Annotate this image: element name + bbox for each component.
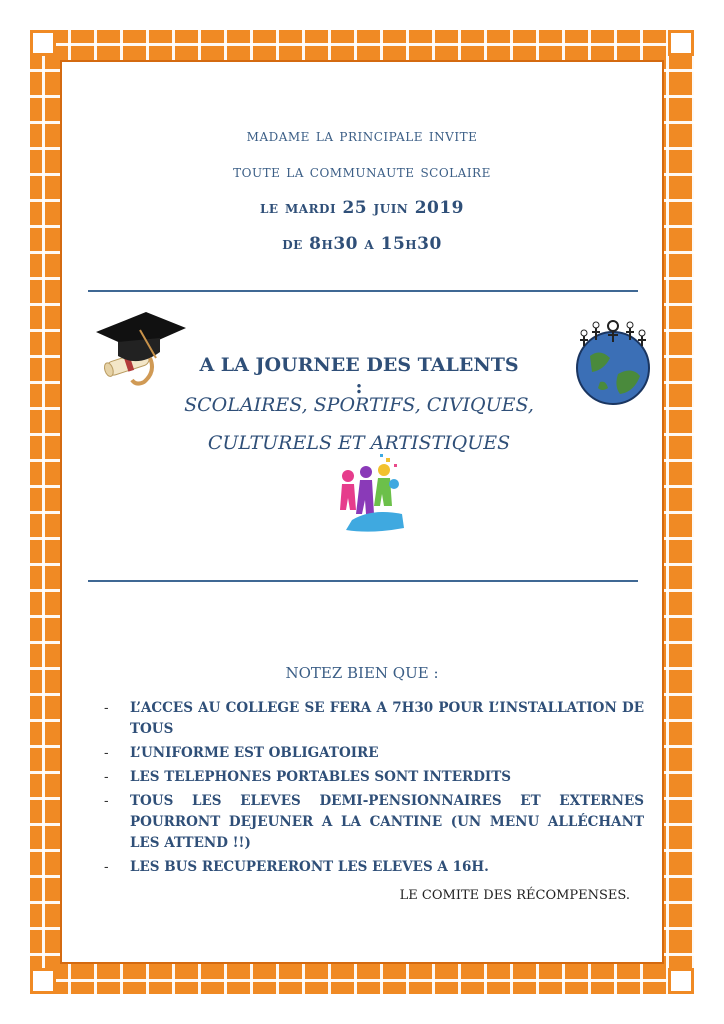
list-item-text: LES TELEPHONES PORTABLES SONT INTERDITS <box>130 769 512 785</box>
signature: LE COMITE DES RÉCOMPENSES. <box>399 888 630 903</box>
divider-top <box>88 290 638 292</box>
notes-heading: NOTEZ BIEN QUE : <box>285 664 439 682</box>
event-subtitle-1: SCOLAIRES, SPORTIFS, CIVIQUES, <box>184 394 534 416</box>
invite-line-1: madame la principale invite <box>246 126 478 146</box>
invitation-page <box>64 64 660 960</box>
border-corner <box>668 30 694 56</box>
event-date: le mardi 25 juin 2019 <box>259 198 465 218</box>
border-corner <box>668 968 694 994</box>
list-item-text: L’UNIFORME EST OBLIGATOIRE <box>130 745 379 761</box>
list-item <box>104 743 644 764</box>
notes-list <box>104 698 644 881</box>
dancers-icon <box>332 454 412 540</box>
event-hours: de 8h30 a 15h30 <box>282 234 442 254</box>
bullet-dash: - <box>104 700 109 716</box>
list-item <box>104 857 644 878</box>
list-item-text: TOUS LES ELEVES DEMI-PENSIONNAIRES ET EXTERNES POURRONT DEJEUNER A LA CANTINE (UN MENU ALLÉCHANT LES ATTEND !!) <box>130 793 644 851</box>
bullet-dash: - <box>104 859 109 875</box>
border-corner <box>30 30 56 56</box>
list-item <box>104 791 644 854</box>
divider-bottom <box>88 580 638 582</box>
list-item <box>104 698 644 740</box>
event-title: A LA JOURNEE DES TALENTS : <box>199 354 519 398</box>
list-item-text: L’ACCES AU COLLEGE SE FERA A 7H30 POUR L’INSTALLATION DE TOUS <box>130 700 644 737</box>
globe-people-icon <box>570 312 656 410</box>
list-item-text: LES BUS RECUPERERONT LES ELEVES A 16H. <box>130 859 489 875</box>
graduation-cap-diploma-icon <box>92 306 188 392</box>
bullet-dash: - <box>104 793 109 809</box>
bullet-dash: - <box>104 769 109 785</box>
bullet-dash: - <box>104 745 109 761</box>
border-corner <box>30 968 56 994</box>
list-item <box>104 767 644 788</box>
event-subtitle-2: CULTURELS ET ARTISTIQUES <box>207 432 511 454</box>
invite-line-2: toute la communaute scolaire <box>233 162 491 182</box>
